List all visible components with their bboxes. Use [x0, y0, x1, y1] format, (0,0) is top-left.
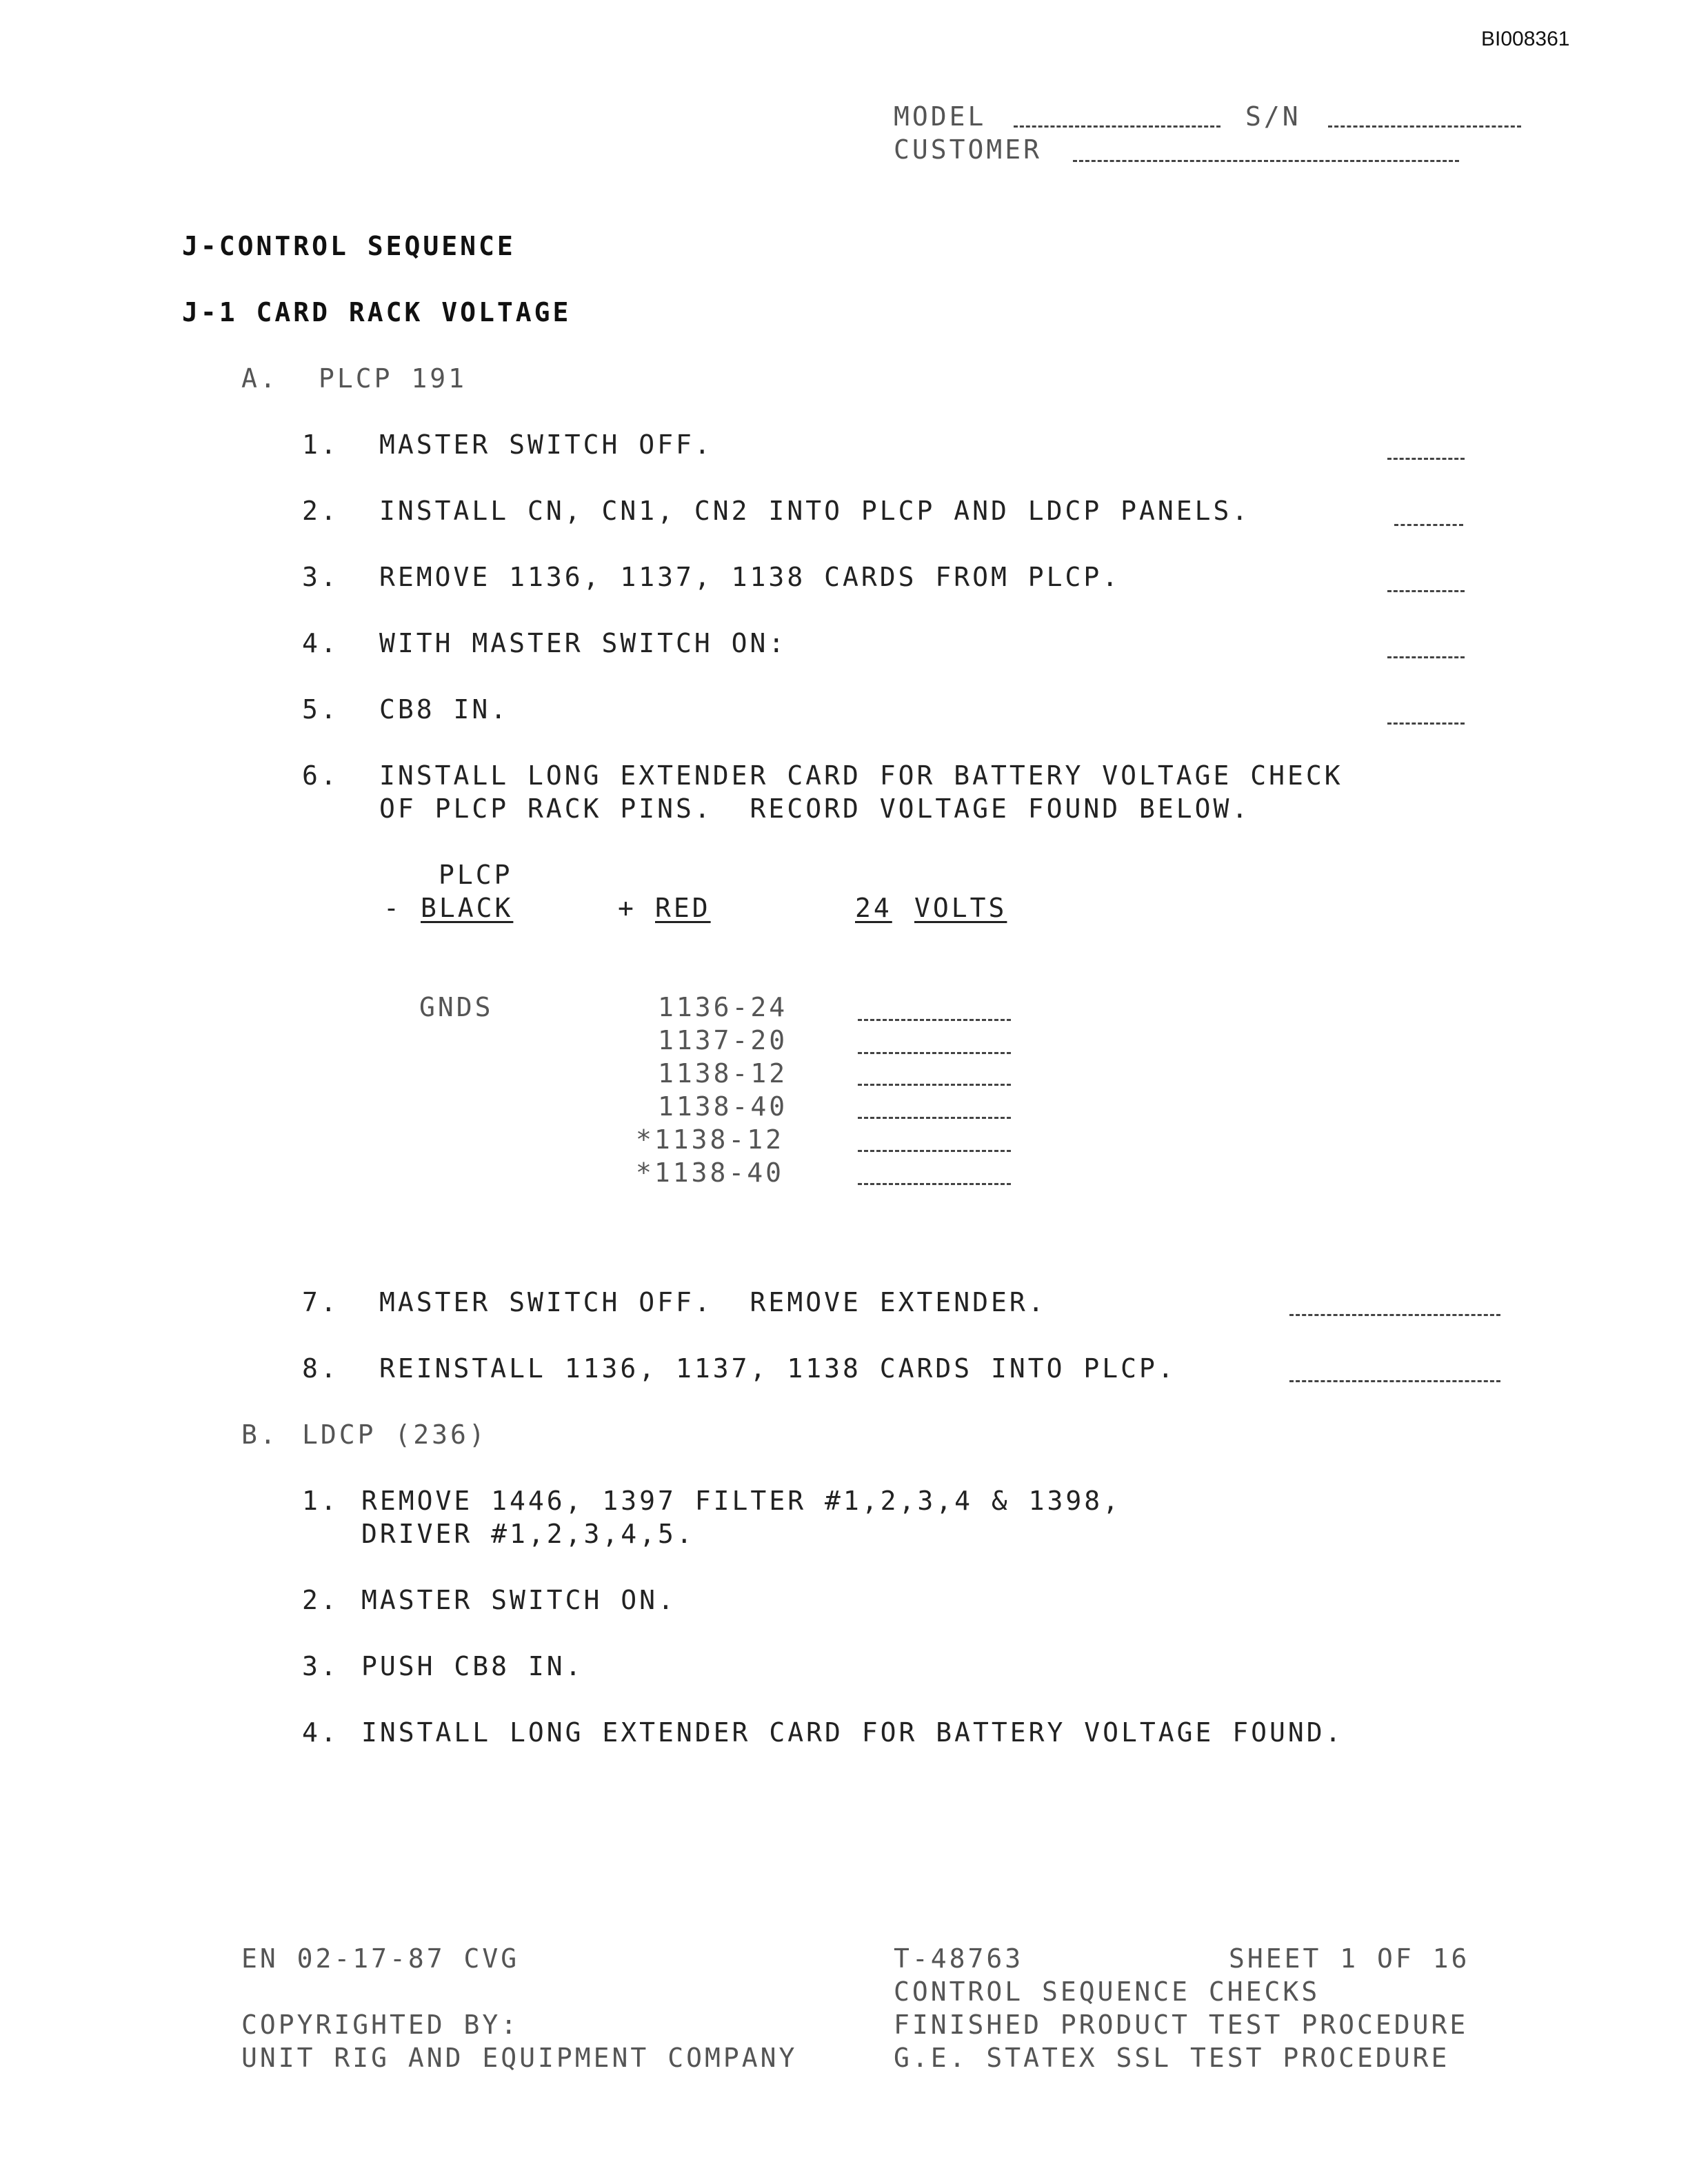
step-text: INSTALL CN, CN1, CN2 INTO PLCP AND LDCP PANELS.	[379, 496, 1251, 526]
step-text: WITH MASTER SWITCH ON:	[379, 628, 787, 658]
col-black-sign: -	[383, 893, 402, 923]
part-a-label: A.	[241, 363, 279, 394]
step-number: 3.	[302, 1651, 339, 1681]
col-red-sign: +	[618, 893, 636, 923]
step-checkoff-field[interactable]	[1387, 722, 1465, 725]
step-number: 4.	[302, 628, 339, 658]
table-row-pin: *1138-12	[636, 1124, 785, 1155]
footer-sheet: SHEET 1 OF 16	[1229, 1943, 1470, 1974]
step-text: REMOVE 1136, 1137, 1138 CARDS FROM PLCP.	[379, 562, 1121, 592]
footer-revision: EN 02-17-87 CVG	[241, 1943, 520, 1974]
footer-company: UNIT RIG AND EQUIPMENT COMPANY	[241, 2043, 798, 2073]
ground-label: GNDS	[419, 992, 494, 1022]
model-field[interactable]	[1014, 125, 1220, 128]
table-row-pin: *1138-40	[636, 1157, 785, 1188]
table-row-voltage-field[interactable]	[858, 1019, 1011, 1021]
step-number: 4.	[302, 1717, 339, 1748]
sn-field[interactable]	[1328, 125, 1521, 128]
step-text: MASTER SWITCH OFF.	[379, 429, 713, 460]
step-number: 5.	[302, 694, 339, 725]
step-number: 3.	[302, 562, 339, 592]
step-checkoff-field[interactable]	[1387, 458, 1465, 460]
table-row-pin: 1137-20	[658, 1025, 788, 1055]
table-row-voltage-field[interactable]	[858, 1150, 1011, 1152]
footer-doc-title: CONTROL SEQUENCE CHECKS	[894, 1976, 1320, 2007]
col-volts-number: 24	[855, 893, 892, 923]
customer-label: CUSTOMER	[894, 134, 1043, 165]
model-label: MODEL	[894, 101, 987, 132]
step-text: PUSH CB8 IN.	[361, 1651, 584, 1681]
step-text: INSTALL LONG EXTENDER CARD FOR BATTERY VOLTAGE CHECK	[379, 760, 1343, 791]
table-row-voltage-field[interactable]	[858, 1084, 1011, 1086]
step-text: REMOVE 1446, 1397 FILTER #1,2,3,4 & 1398,	[361, 1486, 1121, 1516]
part-b-label: B.	[241, 1419, 279, 1450]
step-number: 2.	[302, 496, 339, 526]
step-number: 6.	[302, 760, 339, 791]
table-row-voltage-field[interactable]	[858, 1052, 1011, 1054]
step-number: 1.	[302, 1486, 339, 1516]
step-number: 1.	[302, 429, 339, 460]
col-volts-header: VOLTS	[914, 893, 1007, 923]
col-red-header: RED	[655, 893, 711, 923]
step-number: 2.	[302, 1585, 339, 1615]
step-checkoff-field[interactable]	[1289, 1380, 1500, 1382]
step-text: MASTER SWITCH OFF. REMOVE EXTENDER.	[379, 1287, 1047, 1317]
part-a-title: PLCP 191	[319, 363, 468, 394]
sn-label: S/N	[1245, 101, 1301, 132]
step-checkoff-field[interactable]	[1394, 524, 1463, 526]
footer-copyright-label: COPYRIGHTED BY:	[241, 2010, 520, 2040]
customer-field[interactable]	[1073, 160, 1459, 162]
step-number: 7.	[302, 1287, 339, 1317]
table-group-header: PLCP	[439, 860, 513, 890]
table-row-pin: 1136-24	[658, 992, 788, 1022]
step-text: CB8 IN.	[379, 694, 510, 725]
step-number: 8.	[302, 1353, 339, 1384]
step-checkoff-field[interactable]	[1387, 590, 1465, 592]
document-id: BI008361	[1481, 28, 1570, 50]
footer-test-procedure: G.E. STATEX SSL TEST PROCEDURE	[894, 2043, 1450, 2073]
col-black-header: BLACK	[421, 893, 514, 923]
table-row-voltage-field[interactable]	[858, 1183, 1011, 1185]
step-text: INSTALL LONG EXTENDER CARD FOR BATTERY VOLTAGE FOUND.	[361, 1717, 1344, 1748]
step-checkoff-field[interactable]	[1289, 1314, 1500, 1316]
step-text-continued: DRIVER #1,2,3,4,5.	[361, 1519, 695, 1549]
step-checkoff-field[interactable]	[1387, 656, 1465, 658]
footer-doc-number: T-48763	[894, 1943, 1024, 1974]
part-b-title: LDCP (236)	[302, 1419, 488, 1450]
section-title: J-CONTROL SEQUENCE	[182, 231, 516, 261]
step-text-continued: OF PLCP RACK PINS. RECORD VOLTAGE FOUND BELOW.	[379, 793, 1251, 824]
step-text: REINSTALL 1136, 1137, 1138 CARDS INTO PLCP.	[379, 1353, 1176, 1384]
subsection-title: J-1 CARD RACK VOLTAGE	[182, 297, 572, 327]
table-row-pin: 1138-40	[658, 1091, 788, 1122]
table-row-voltage-field[interactable]	[858, 1117, 1011, 1119]
footer-procedure: FINISHED PRODUCT TEST PROCEDURE	[894, 2010, 1469, 2040]
table-row-pin: 1138-12	[658, 1058, 788, 1089]
step-text: MASTER SWITCH ON.	[361, 1585, 676, 1615]
